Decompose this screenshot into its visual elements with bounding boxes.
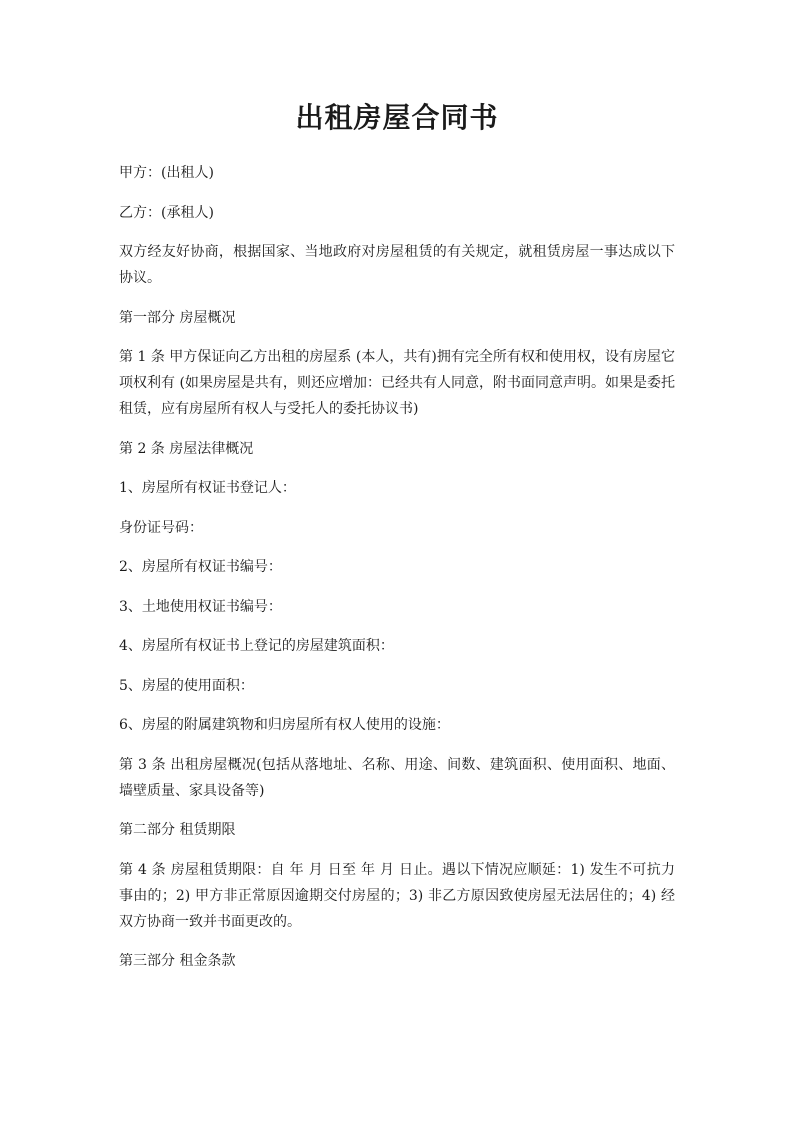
list-item: 6、房屋的附属建筑物和归房屋所有权人使用的设施： bbox=[119, 717, 450, 733]
article-1-paragraph: 第 1 条 甲方保证向乙方出租的房屋系 (本人，共有)拥有完全所有权和使用权，设有房屋它项权利有 (如果房屋是共有，则还应增加：已经共有人同意，附书面同意声明。如果是委托租赁，应有房屋所有权人与受托人的委托协议书) bbox=[119, 349, 675, 417]
list-item: 5、房屋的使用面积： bbox=[119, 677, 254, 694]
article-2-heading: 第 2 条 房屋法律概况 bbox=[119, 440, 254, 457]
list-item: 1、房屋所有权证书登记人： bbox=[119, 480, 296, 496]
party-b-line: 乙方：(承租人) bbox=[119, 204, 214, 221]
section-heading-part-1: 第一部分 房屋概况 bbox=[119, 309, 236, 326]
preamble-paragraph: 双方经友好协商，根据国家、当地政府对房屋租赁的有关规定，就租赁房屋一事达成以下协议。 bbox=[119, 244, 675, 286]
document-title: 出租房屋合同书 bbox=[295, 101, 499, 134]
document-body bbox=[119, 160, 675, 974]
list-item: 2、房屋所有权证书编号： bbox=[119, 559, 282, 575]
article-3-paragraph: 第 3 条 出租房屋概况(包括从落地址、名称、用途、间数、建筑面积、使用面积、地面、墙壁质量、家具设备等) bbox=[119, 756, 675, 799]
article-4-paragraph: 第 4 条 房屋租赁期限：自 年 月 日至 年 月 日止。遇以下情况应顺延：1) 发生不可抗力事由的；2) 甲方非正常原因逾期交付房屋的；3) 非乙方原因致使房屋无法居住的；4) 经双方协商一致并书面更改的。 bbox=[119, 861, 675, 930]
list-item: 4、房屋所有权证书上登记的房屋建筑面积： bbox=[119, 638, 394, 654]
list-item: 3、土地使用权证书编号： bbox=[119, 598, 282, 615]
party-a-line: 甲方：(出租人) bbox=[119, 165, 214, 181]
section-heading-part-3: 第三部分 租金条款 bbox=[119, 953, 236, 969]
section-heading-part-2: 第二部分 租赁期限 bbox=[119, 822, 236, 838]
list-item: 身份证号码： bbox=[119, 519, 203, 536]
